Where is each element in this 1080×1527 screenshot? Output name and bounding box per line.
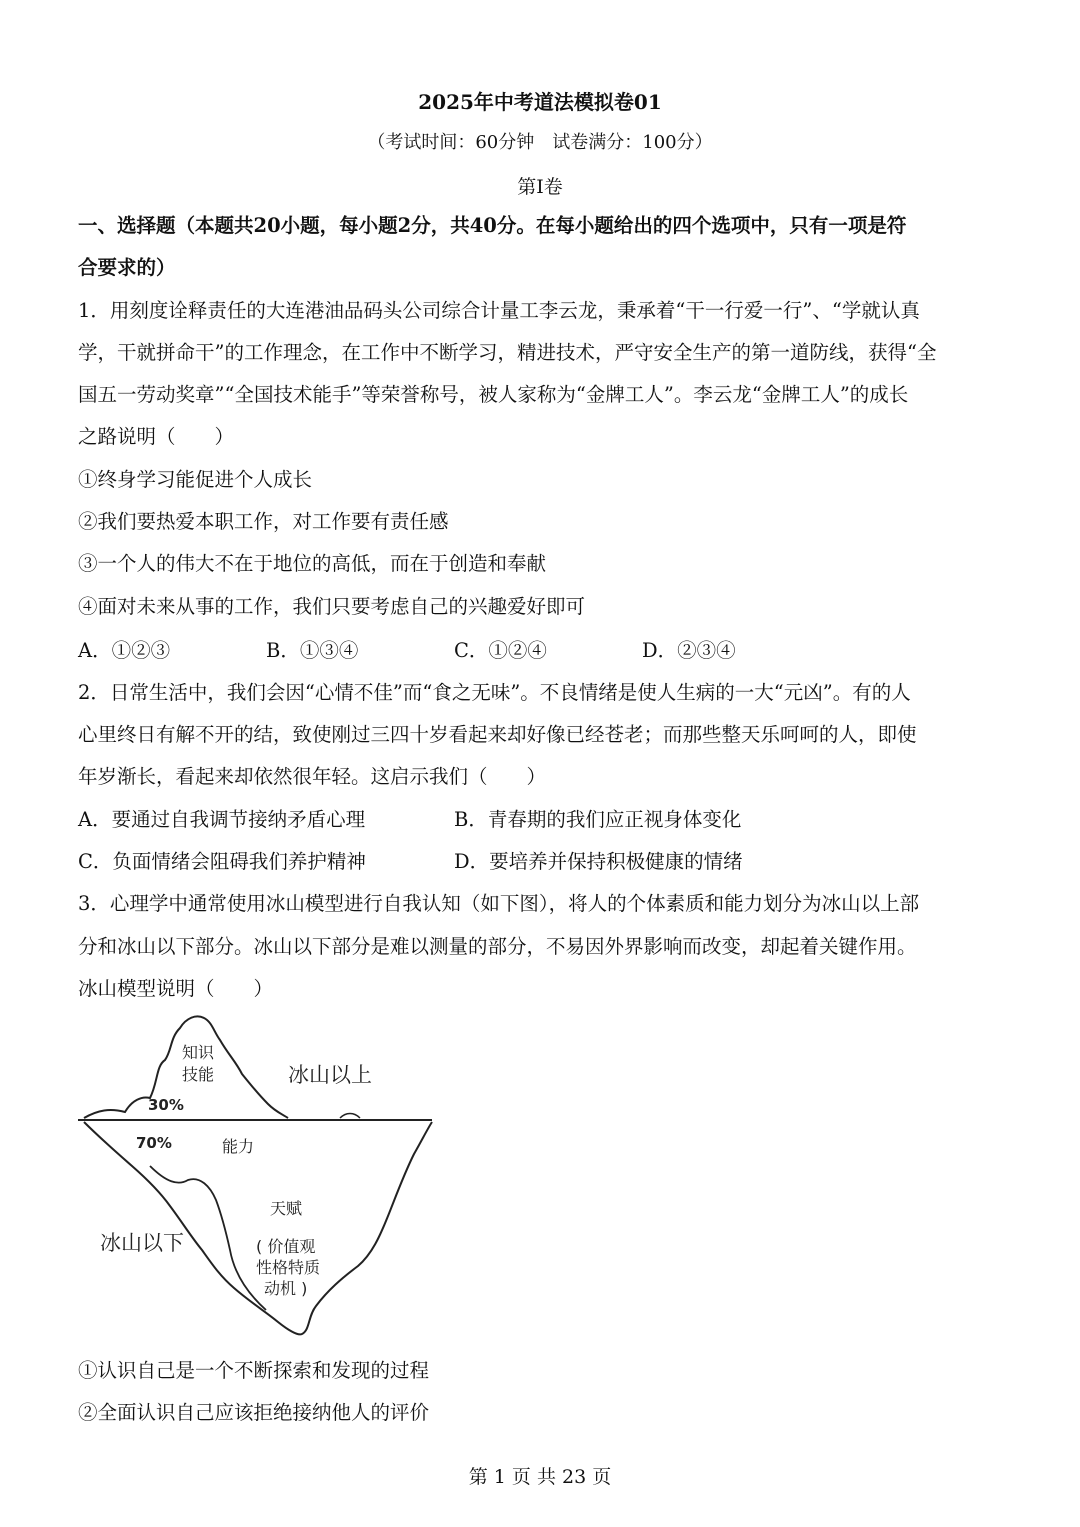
q1-statement: ②我们要热爱本职工作，对工作要有责任感 (78, 510, 449, 533)
q2-option-a[interactable]: A．要通过自我调节接纳矛盾心理 (78, 808, 366, 831)
q2-stem-line: 心里终日有解不开的结，致使刚过三四十岁看起来却好像已经苍老；而那些整天乐呵呵的人，即使 (78, 723, 917, 746)
q1-option-d[interactable]: D．②③④ (642, 639, 736, 662)
q1-statement: ④面对未来从事的工作，我们只要考虑自己的兴趣爱好即可 (78, 595, 586, 618)
q2-stem-line: 2．日常生活中，我们会因“心情不佳”而“食之无味”。不良情绪是使人生病的一大“元凶”。有的人 (78, 681, 911, 704)
q1-option-b[interactable]: B．①③④ (266, 639, 359, 662)
exam-title: 2025年中考道法模拟卷01 (418, 90, 662, 114)
label-skills: 技能 (182, 1065, 215, 1084)
label-below-water: 冰山以下 (100, 1231, 184, 1255)
q1-statement: ③一个人的伟大不在于地位的高低，而在于创造和奉献 (78, 552, 547, 575)
q2-option-b[interactable]: B．青春期的我们应正视身体变化 (454, 808, 742, 831)
section-heading-line1: 一、选择题（本题共20小题，每小题2分，共40分。在每小题给出的四个选项中，只有一项是符 (78, 214, 907, 237)
q1-option-a[interactable]: A．①②③ (78, 639, 171, 662)
q1-stem-line: 国五一劳动奖章”“全国技术能手”等荣誉称号，被人家称为“金牌工人”。李云龙“金牌工人”的成长 (78, 383, 909, 406)
label-values: ( 价值观 (256, 1237, 316, 1256)
q1-statement: ①终身学习能促进个人成长 (78, 468, 313, 491)
q3-stem-line: 冰山模型说明（ ） (78, 977, 274, 1000)
q2-stem-line: 年岁渐长，看起来却依然很年轻。这启示我们（ ） (78, 765, 547, 788)
label-talent: 天赋 (270, 1199, 303, 1218)
label-ability: 能力 (222, 1137, 255, 1156)
q3-statement: ②全面认识自己应该拒绝接纳他人的评价 (78, 1401, 430, 1424)
q1-stem-line: 学，干就拼命干”的工作理念，在工作中不断学习，精进技术，严守安全生产的第一道防线，获得“全 (78, 341, 937, 364)
q1-option-c[interactable]: C．①②④ (454, 639, 547, 662)
label-knowledge: 知识 (182, 1043, 215, 1062)
label-personality: 性格特质 (256, 1258, 321, 1277)
label-70-percent: 70% (136, 1134, 172, 1152)
exam-subtitle: （考试时间：60分钟 试卷满分：100分） (367, 132, 713, 153)
volume-heading: 第Ⅰ卷 (517, 176, 563, 198)
label-motivation: 动机 ) (264, 1279, 308, 1298)
q2-option-d[interactable]: D．要培养并保持积极健康的情绪 (454, 850, 743, 873)
q3-stem-line: 分和冰山以下部分。冰山以下部分是难以测量的部分，不易因外界影响而改变，却起着关键作用。 (78, 935, 917, 958)
q1-stem-line: 1．用刻度诠释责任的大连港油品码头公司综合计量工李云龙，秉承着“干一行爱一行”、“学就认真 (78, 299, 920, 322)
q3-stem-line: 3．心理学中通常使用冰山模型进行自我认知（如下图），将人的个体素质和能力划分为冰山以上部 (78, 892, 920, 915)
iceberg-figure (70, 1010, 450, 1350)
q1-stem-line: 之路说明（ ） (78, 425, 235, 448)
section-heading-line2: 合要求的） (78, 256, 176, 279)
q2-option-c[interactable]: C．负面情绪会阻碍我们养护精神 (78, 850, 366, 873)
page-footer: 第 1 页 共 23 页 (468, 1466, 612, 1488)
q3-statement: ①认识自己是一个不断探索和发现的过程 (78, 1359, 430, 1382)
label-above-water: 冰山以上 (288, 1063, 372, 1087)
label-30-percent: 30% (148, 1096, 184, 1114)
